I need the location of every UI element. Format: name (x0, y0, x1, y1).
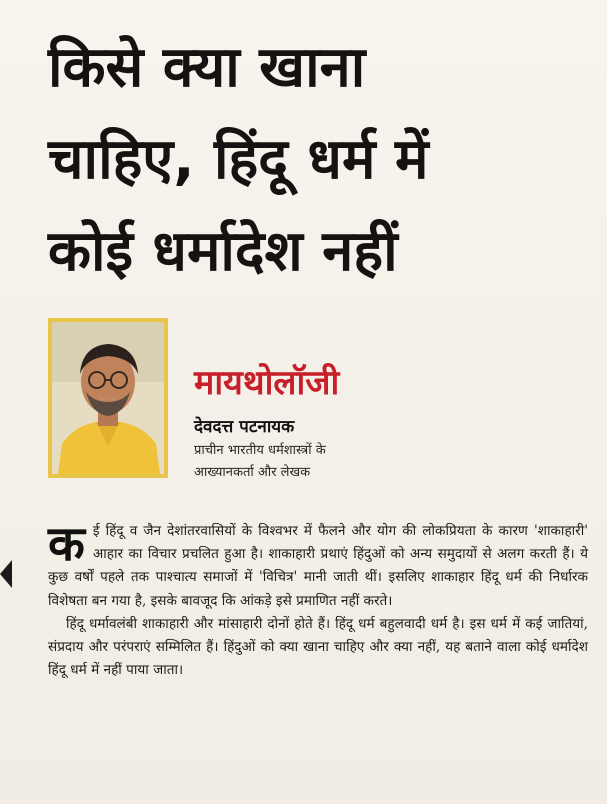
author-name: देवदत्त पटनायक (194, 417, 295, 437)
article-paragraph-2: हिंदू धर्मावलंबी शाकाहारी और मांसाहारी दोनों होते हैं। हिंदू धर्म बहुलवादी धर्म है। इस धर्म में कई जातियां, संप्रदाय और परंपराएं सम्मिलित हैं। हिंदुओं को क्या खाना चाहिए और क्या नहीं, यह बताने वाला कोई धर्मादेश हिंदू धर्म में नहीं पाया जाता। (48, 615, 588, 679)
author-portrait-icon (52, 322, 164, 474)
paragraph-1-text: ई हिंदू व जैन देशांतरवासियों के विश्वभर में फैलने और योग की लोकप्रियता के कारण 'शाकाहारी' आहार का विचार प्रचलित हुआ है। शाकाहारी प्रथाएं हिंदुओं को अन्य समुदायों से अलग करती हैं। ये कुछ वर्षों पहले तक पाश्चात्य समाजों में 'विचित्र' मानी जाती थीं। इसलिए शाकाहार हिंदू धर्म की निर्धारक विशेषता बन गया है, इसके बावजूद कि आंकड़े इसे प्रमाणित नहीं करते। (48, 523, 588, 609)
article-paragraph-1 (48, 516, 588, 613)
author-desc-line-2: आख्यानकर्ता और लेखक (194, 465, 311, 480)
dropcap: क (48, 516, 85, 572)
headline (48, 22, 588, 298)
author-description (194, 440, 444, 484)
article-body (48, 516, 588, 682)
author-photo (48, 318, 168, 478)
headline-line-3: कोई धर्मादेश नहीं (48, 219, 398, 284)
author-desc-line-1: प्राचीन भारतीय धर्मशास्त्रों के (194, 443, 326, 458)
headline-line-2: चाहिए, हिंदू धर्म में (48, 127, 429, 192)
section-label: मायथोलॉजी (194, 363, 340, 403)
headline-line-1: किसे क्या खाना (48, 35, 366, 100)
page-edge-arrow-icon (0, 560, 12, 588)
author-box (48, 318, 588, 498)
